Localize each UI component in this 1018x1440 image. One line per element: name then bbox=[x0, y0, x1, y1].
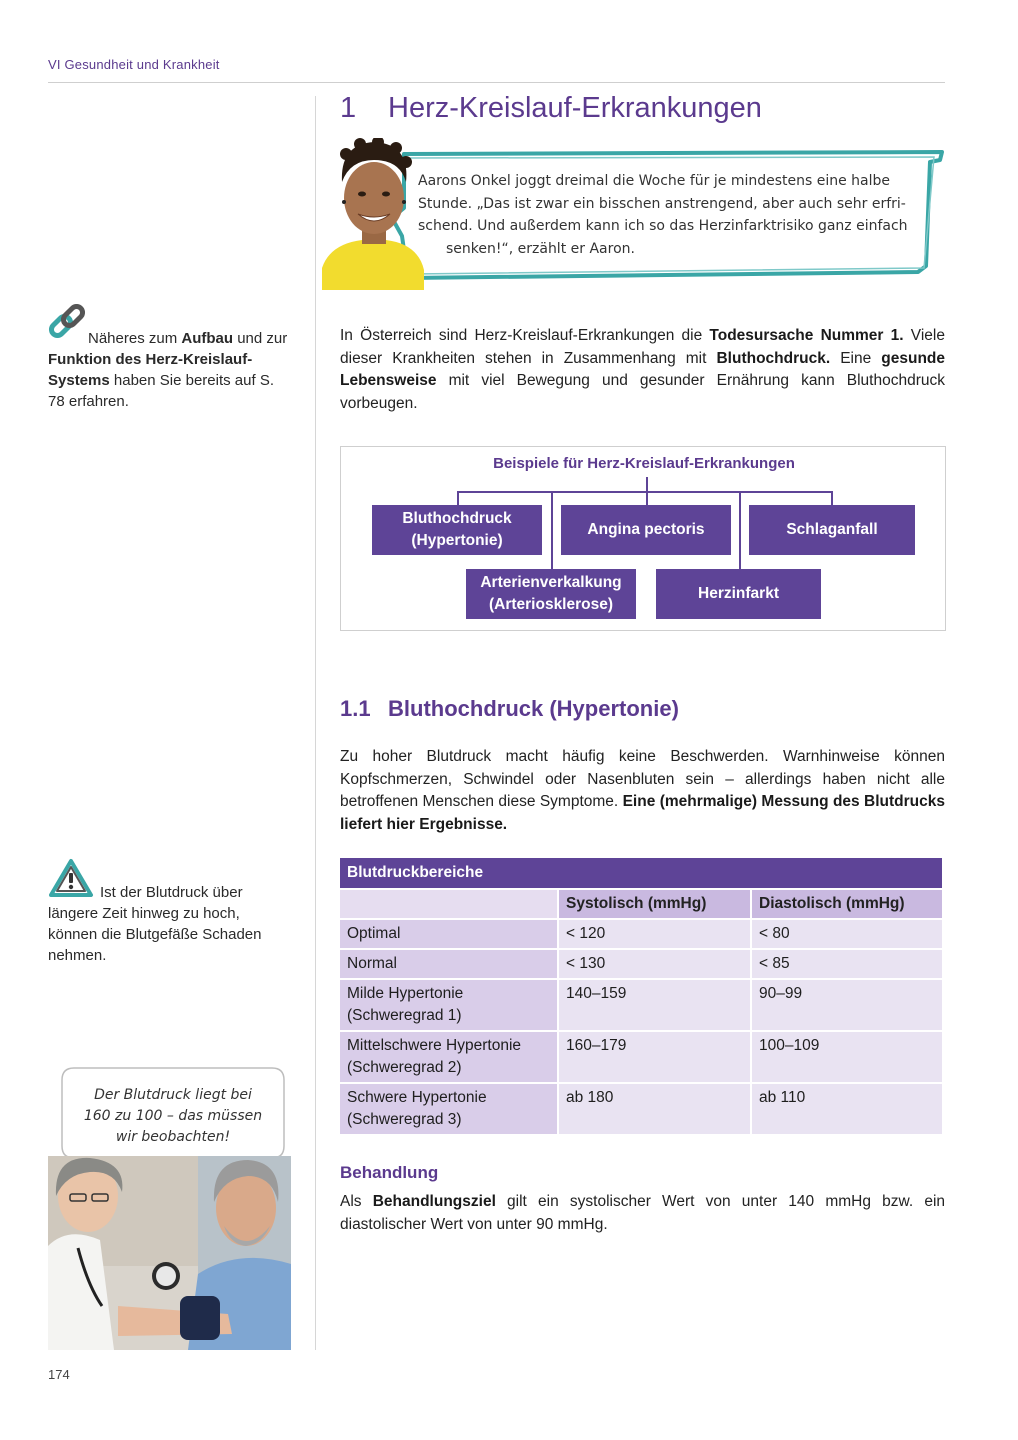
treatment-paragraph bbox=[340, 1191, 945, 1236]
table-header-row bbox=[340, 889, 943, 919]
para-bold: Behandlungsziel bbox=[372, 1193, 496, 1210]
section-paragraph bbox=[340, 746, 945, 836]
note-text: und zur bbox=[233, 330, 288, 347]
disease-diagram bbox=[340, 446, 946, 631]
systolic-value: ab 180 bbox=[558, 1083, 751, 1135]
blood-pressure-table bbox=[340, 858, 944, 1136]
note-bold: Funktion des Herz-Kreislauf-Systems bbox=[48, 351, 253, 389]
column-header bbox=[340, 889, 558, 919]
box-label: Bluthochdruck bbox=[402, 510, 512, 527]
column-header: Systolisch (mmHg) bbox=[558, 889, 751, 919]
section-number: 1.1 bbox=[340, 696, 371, 721]
section-title bbox=[340, 696, 679, 722]
systolic-value: 140–159 bbox=[558, 979, 751, 1031]
systolic-value: < 120 bbox=[558, 919, 751, 949]
intro-speech-text bbox=[418, 170, 912, 260]
link-note bbox=[48, 328, 288, 412]
connector-line bbox=[551, 491, 553, 569]
warning-note bbox=[48, 882, 288, 966]
para-text: mit viel Bewegung und gesunder Ernährung kann Bluthochdruck vorbeugen. bbox=[340, 372, 945, 412]
bubble-line: Stunde. „Das ist zwar ein bisschen anstrengend, aber auch sehr erfri- bbox=[418, 195, 906, 212]
para-text: gilt ein systolischer Wert von unter 140 mmHg bzw. ein diastolischer Wert von unter 90 mmHg. bbox=[340, 1193, 946, 1233]
para-text: Zu hoher Blutdruck macht häufig keine Beschwerden. Warnhinweise können Kopfschmerzen, Schwindel oder Nasenbluten sein – allerdings haben nicht alle betroffenen Menschen diese Symptome. bbox=[340, 748, 945, 810]
diagram-title: Beispiele für Herz-Kreislauf-Erkrankungen bbox=[493, 455, 795, 472]
table-row bbox=[340, 1031, 943, 1083]
table-row bbox=[340, 979, 943, 1031]
row-label: Normal bbox=[340, 949, 558, 979]
page-number: 174 bbox=[48, 1367, 70, 1382]
chapter-number: 1 bbox=[340, 92, 357, 124]
box-label: Schlaganfall bbox=[786, 521, 878, 538]
box-label: Angina pectoris bbox=[587, 521, 705, 538]
speech-line: 160 zu 100 – das müssen bbox=[83, 1108, 263, 1124]
para-text: Eine bbox=[830, 349, 882, 367]
para-bold: gesunde Lebensweise bbox=[340, 349, 946, 389]
para-bold: Bluthochdruck. bbox=[716, 349, 831, 367]
doctor-patient-photo bbox=[48, 1156, 291, 1350]
speech-line: wir beobachten! bbox=[115, 1129, 231, 1145]
diagram-box-angina bbox=[561, 505, 731, 555]
diastolic-value: 90–99 bbox=[751, 979, 943, 1031]
row-label: Optimal bbox=[340, 919, 558, 949]
diastolic-value: 100–109 bbox=[751, 1031, 943, 1083]
table-row bbox=[340, 919, 943, 949]
box-label: Herzinfarkt bbox=[698, 585, 779, 602]
table-row bbox=[340, 949, 943, 979]
running-head: VI Gesundheit und Krankheit bbox=[48, 57, 220, 72]
para-text: Viele dieser Krankheiten stehen in Zusammenhang mit bbox=[340, 327, 945, 367]
bubble-line: schend. Und außerdem kann ich so das Herzinfarktrisiko ganz einfach bbox=[418, 218, 908, 234]
diagram-box-bluthochdruck bbox=[372, 505, 542, 555]
connector-line bbox=[739, 491, 741, 569]
connector-line bbox=[457, 491, 459, 505]
para-bold: Todesursache Nummer 1. bbox=[709, 327, 904, 344]
diastolic-value: ab 110 bbox=[751, 1083, 943, 1135]
doctor-speech-text bbox=[72, 1085, 274, 1148]
para-text: Als bbox=[340, 1193, 373, 1210]
table-title: Blutdruckbereiche bbox=[340, 858, 943, 889]
header-rule bbox=[48, 82, 945, 83]
section-title-text: Bluthochdruck (Hypertonie) bbox=[388, 696, 679, 721]
para-bold: Eine (mehrmalige) Messung des Blutdrucks liefert hier Ergebnisse. bbox=[340, 793, 945, 833]
chapter-title bbox=[340, 92, 762, 125]
diagram-box-arterien bbox=[466, 569, 636, 619]
note-bold: Aufbau bbox=[181, 330, 234, 347]
box-label: Arterienverkalkung bbox=[480, 574, 622, 591]
column-divider bbox=[315, 96, 316, 1350]
diagram-box-herzinfarkt bbox=[656, 569, 821, 619]
box-label: (Arteriosklerose) bbox=[488, 596, 614, 613]
connector-line bbox=[457, 491, 833, 493]
diagram-box-schlaganfall bbox=[749, 505, 915, 555]
bubble-line: senken!“, erzählt er Aaron. bbox=[446, 240, 635, 257]
bubble-line: Aarons Onkel joggt dreimal die Woche für je mindestens eine halbe bbox=[418, 173, 891, 189]
connector-line bbox=[646, 491, 648, 505]
note-text: Näheres zum bbox=[88, 330, 182, 347]
column-header: Diastolisch (mmHg) bbox=[751, 889, 943, 919]
systolic-value: < 130 bbox=[558, 949, 751, 979]
chapter-title-text: Herz-Kreislauf-Erkrankungen bbox=[388, 92, 762, 124]
row-label: Schwere Hypertonie (Schweregrad 3) bbox=[340, 1083, 558, 1135]
row-label: Milde Hypertonie (Schweregrad 1) bbox=[340, 979, 558, 1031]
aaron-avatar bbox=[322, 138, 426, 290]
table-title-row bbox=[340, 858, 943, 889]
box-label: (Hypertonie) bbox=[411, 532, 503, 549]
intro-paragraph bbox=[340, 325, 945, 415]
para-text: In Österreich sind Herz-Kreislauf-Erkrankungen die bbox=[340, 327, 710, 344]
treatment-heading: Behandlung bbox=[340, 1163, 439, 1182]
note-text: haben Sie bereits auf S. 78 erfahren. bbox=[48, 372, 274, 410]
speech-line: Der Blutdruck liegt bei bbox=[94, 1087, 252, 1103]
systolic-value: 160–179 bbox=[558, 1031, 751, 1083]
row-label: Mittelschwere Hypertonie (Schweregrad 2) bbox=[340, 1031, 558, 1083]
connector-line bbox=[831, 491, 833, 505]
note-text: Ist der Blutdruck über längere Zeit hinweg zu hoch, können die Blutgefäße Schaden nehmen. bbox=[48, 884, 262, 964]
diastolic-value: < 80 bbox=[751, 919, 943, 949]
connector-line bbox=[646, 477, 648, 491]
diastolic-value: < 85 bbox=[751, 949, 943, 979]
table-row bbox=[340, 1083, 943, 1135]
